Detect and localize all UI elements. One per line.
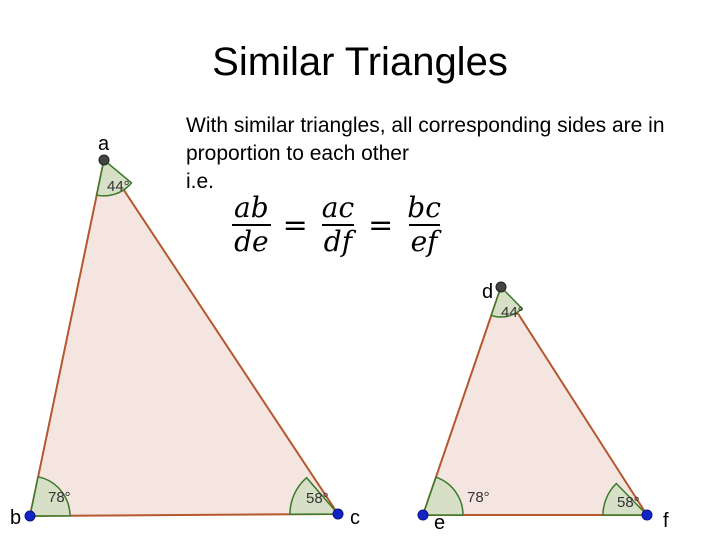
angle-b-label: 78° [48,489,71,506]
vertex-a-label: a [98,133,110,155]
denominator: ef [410,225,438,258]
vertex-c-label: c [350,507,360,529]
equals-sign: = [282,207,308,243]
slide-title: Similar Triangles [212,40,508,84]
angle-f-label: 58° [617,494,640,511]
vertex-d-label: d [482,281,494,303]
vertex-e-point[interactable] [418,510,428,520]
vertex-c-point[interactable] [333,509,343,519]
vertex-b-label: b [10,507,22,529]
angle-c-label: 58° [306,490,329,507]
angle-e-label: 78° [467,489,490,506]
body-line-2: proportion to each other [186,142,409,165]
equals-sign: = [368,207,394,243]
large-triangle [10,133,360,529]
vertex-f-point[interactable] [642,510,652,520]
vertex-d-point[interactable] [496,282,506,292]
numerator: bc [407,191,441,224]
numerator: ac [321,191,355,224]
angle-d-label: 44° [501,304,524,321]
numerator: ab [234,191,269,224]
vertex-a-point[interactable] [99,155,109,165]
small-triangle [418,281,669,534]
body-line-1: With similar triangles, all corresponding sides are in [186,114,665,137]
vertex-e-label: e [434,512,446,534]
body-line-3: i.e. [186,170,215,193]
denominator: de [234,225,269,258]
large-triangle-body [30,160,338,516]
denominator: df [323,225,353,258]
small-triangle-body [423,287,647,515]
vertex-b-point[interactable] [25,511,35,521]
angle-a-label: 44° [107,178,130,195]
vertex-f-label: f [663,510,669,532]
